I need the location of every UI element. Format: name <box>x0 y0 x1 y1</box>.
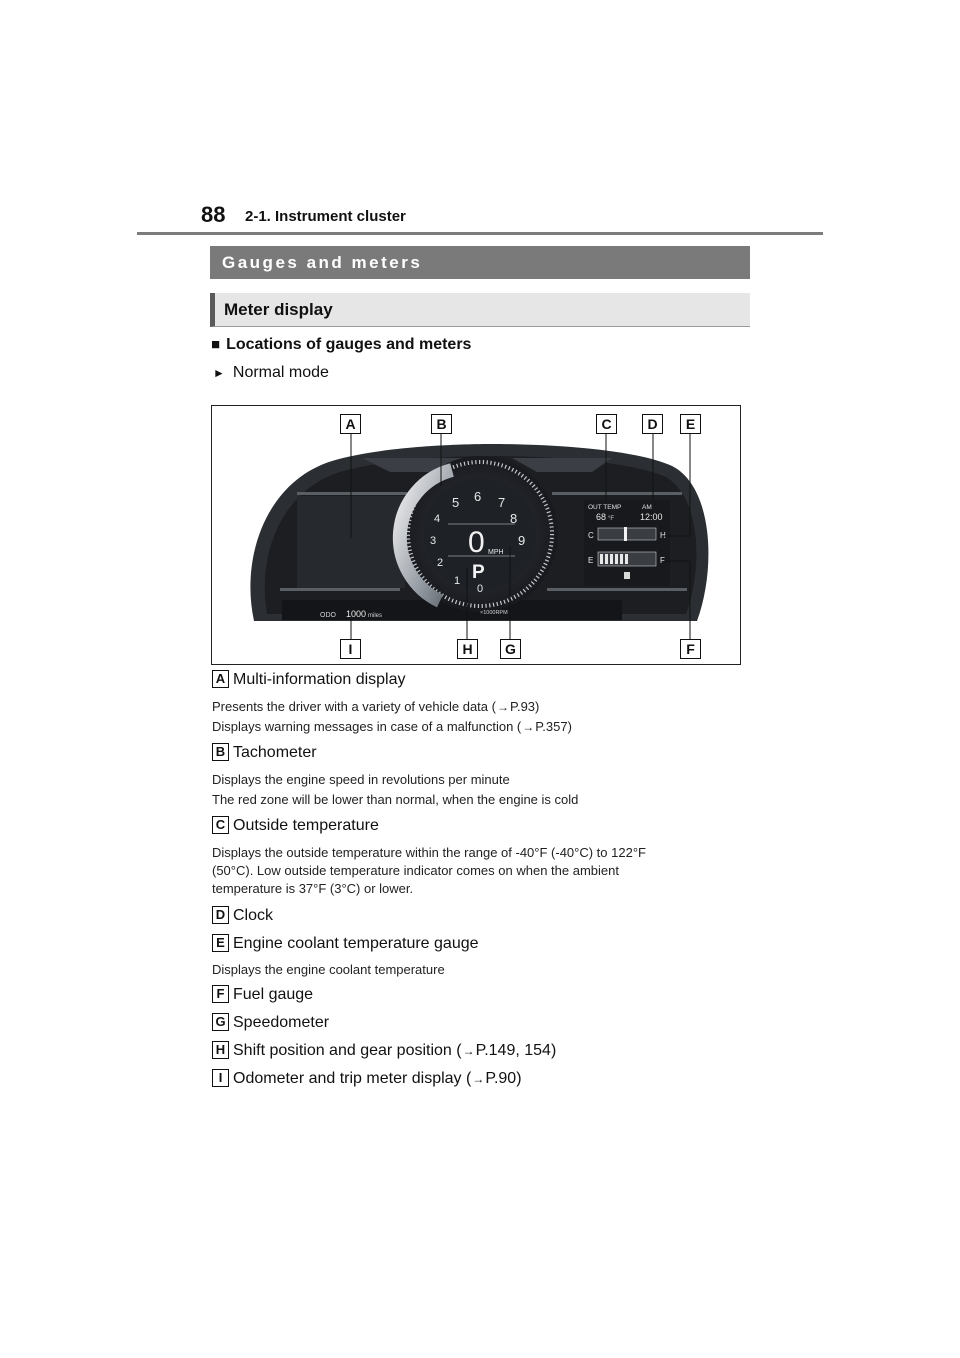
item-d-badge: D <box>212 906 229 924</box>
item-h-title: Shift position and gear position ( <box>233 1042 462 1059</box>
section-title: Gauges and meters <box>210 246 750 279</box>
clock-time: 12:00 <box>640 512 663 522</box>
item-c-desc-1: Displays the outside temperature within the range of -40°F (-40°C) to 122°F <box>212 845 646 860</box>
item-h-badge: H <box>212 1041 229 1059</box>
item-a <box>212 670 406 689</box>
tach-number-0: 0 <box>477 583 484 595</box>
item-c-badge: C <box>212 816 229 834</box>
callout-h: H <box>457 639 478 659</box>
item-b <box>212 743 317 762</box>
item-i-title: Odometer and trip meter display ( <box>233 1070 472 1087</box>
tach-number-2: 2 <box>437 557 444 569</box>
locations-heading-text: Locations of gauges and meters <box>226 336 472 353</box>
speed-value: 0 <box>468 526 485 559</box>
item-a-desc-2 <box>212 718 752 736</box>
tach-number-4: 4 <box>434 513 441 525</box>
item-g-badge: G <box>212 1013 229 1031</box>
trim-line-left-1 <box>297 492 407 495</box>
item-e-title: Engine coolant temperature gauge <box>233 935 479 952</box>
item-c-desc-2: (50°C). Low outside temperature indicator comes on when the ambient <box>212 863 619 878</box>
arrow-icon: → <box>472 1072 485 1086</box>
page-ref: P.357 <box>535 719 568 734</box>
item-f-badge: F <box>212 985 229 1003</box>
item-i <box>212 1069 522 1088</box>
coolant-low-label: C <box>588 531 594 540</box>
callout-g: G <box>500 639 521 659</box>
callout-i: I <box>340 639 361 659</box>
item-c-desc-3: temperature is 37°F (3°C) or lower. <box>212 881 414 896</box>
subsection-title: Meter display <box>210 293 750 327</box>
desc-text-post: ) <box>535 699 540 714</box>
square-bullet-icon: ■ <box>211 336 221 353</box>
odo-unit: miles <box>368 613 383 619</box>
tach-number-3: 3 <box>430 535 437 547</box>
item-h-post: ) <box>550 1042 557 1059</box>
item-c-title: Outside temperature <box>233 817 379 834</box>
trim-line-left-2 <box>280 588 400 591</box>
item-d <box>212 906 273 925</box>
tach-number-1: 1 <box>454 575 461 587</box>
coolant-gauge-needle <box>624 527 627 541</box>
item-e-desc-1: Displays the engine coolant temperature <box>212 962 445 977</box>
item-h-ref: P.149, 154 <box>475 1042 551 1059</box>
desc-text-post: ) <box>567 719 572 734</box>
item-b-desc-1: Displays the engine speed in revolutions per minute <box>212 772 510 787</box>
callout-a: A <box>340 414 361 434</box>
clock-ampm: AM <box>642 504 652 511</box>
page-number: 88 <box>201 202 226 227</box>
page-ref: P.93 <box>509 699 536 714</box>
desc-text: Displays warning messages in case of a malfunction ( <box>212 719 522 734</box>
out-temp-value: 68 <box>596 512 607 522</box>
arrow-icon: → <box>462 1044 475 1058</box>
item-a-title: Multi-information display <box>233 671 406 688</box>
item-i-badge: I <box>212 1069 229 1087</box>
trim-line-right-2 <box>547 588 687 591</box>
mode-label: Normal mode <box>232 364 329 381</box>
odo-value: 1000 <box>346 609 367 619</box>
tach-number-6: 6 <box>474 489 482 504</box>
locations-heading <box>211 336 471 354</box>
item-e <box>212 934 479 953</box>
item-f-title: Fuel gauge <box>233 986 314 1003</box>
chapter-title: 2-1. Instrument cluster <box>245 208 406 225</box>
item-b-desc-2: The red zone will be lower than normal, when the engine is cold <box>212 792 579 807</box>
trim-line-right-1 <box>552 492 682 495</box>
triangle-bullet-icon: ► <box>213 366 225 380</box>
fuel-pump-icon <box>624 572 630 579</box>
item-i-post: ) <box>516 1070 522 1087</box>
item-c <box>212 816 379 835</box>
item-g-title: Speedometer <box>233 1014 330 1031</box>
tach-number-8: 8 <box>510 511 518 526</box>
item-e-badge: E <box>212 934 229 952</box>
out-temp-unit: °F <box>608 516 615 522</box>
arrow-icon: → <box>522 720 535 734</box>
tach-number-9: 9 <box>518 533 526 548</box>
speed-unit: MPH <box>488 549 504 556</box>
rpm-unit: ×1000RPM <box>480 610 508 616</box>
fuel-empty-label: E <box>588 556 594 565</box>
callout-e: E <box>680 414 701 434</box>
coolant-high-label: H <box>660 531 666 540</box>
tach-number-5: 5 <box>452 495 460 510</box>
tach-number-7: 7 <box>498 495 506 510</box>
callout-d: D <box>642 414 663 434</box>
item-h <box>212 1041 556 1060</box>
odo-label: ODO <box>320 612 336 619</box>
item-i-ref: P.90 <box>485 1070 517 1087</box>
arrow-icon: → <box>496 700 509 714</box>
callout-b: B <box>431 414 452 434</box>
callout-f: F <box>680 639 701 659</box>
item-a-desc-1 <box>212 698 752 716</box>
gear-indicator: P <box>472 562 485 583</box>
out-temp-label: OUT TEMP <box>588 504 622 511</box>
item-b-title: Tachometer <box>233 744 317 761</box>
desc-text: Presents the driver with a variety of vehicle data ( <box>212 699 496 714</box>
mode-line <box>213 364 329 382</box>
cluster-illustration <box>212 406 742 666</box>
fuel-full-label: F <box>660 556 665 565</box>
item-f <box>212 985 313 1004</box>
item-g <box>212 1013 329 1032</box>
callout-c: C <box>596 414 617 434</box>
header-divider <box>137 232 823 235</box>
item-d-title: Clock <box>233 907 274 924</box>
instrument-cluster-figure <box>211 405 741 665</box>
item-b-badge: B <box>212 743 229 761</box>
item-a-badge: A <box>212 670 229 688</box>
